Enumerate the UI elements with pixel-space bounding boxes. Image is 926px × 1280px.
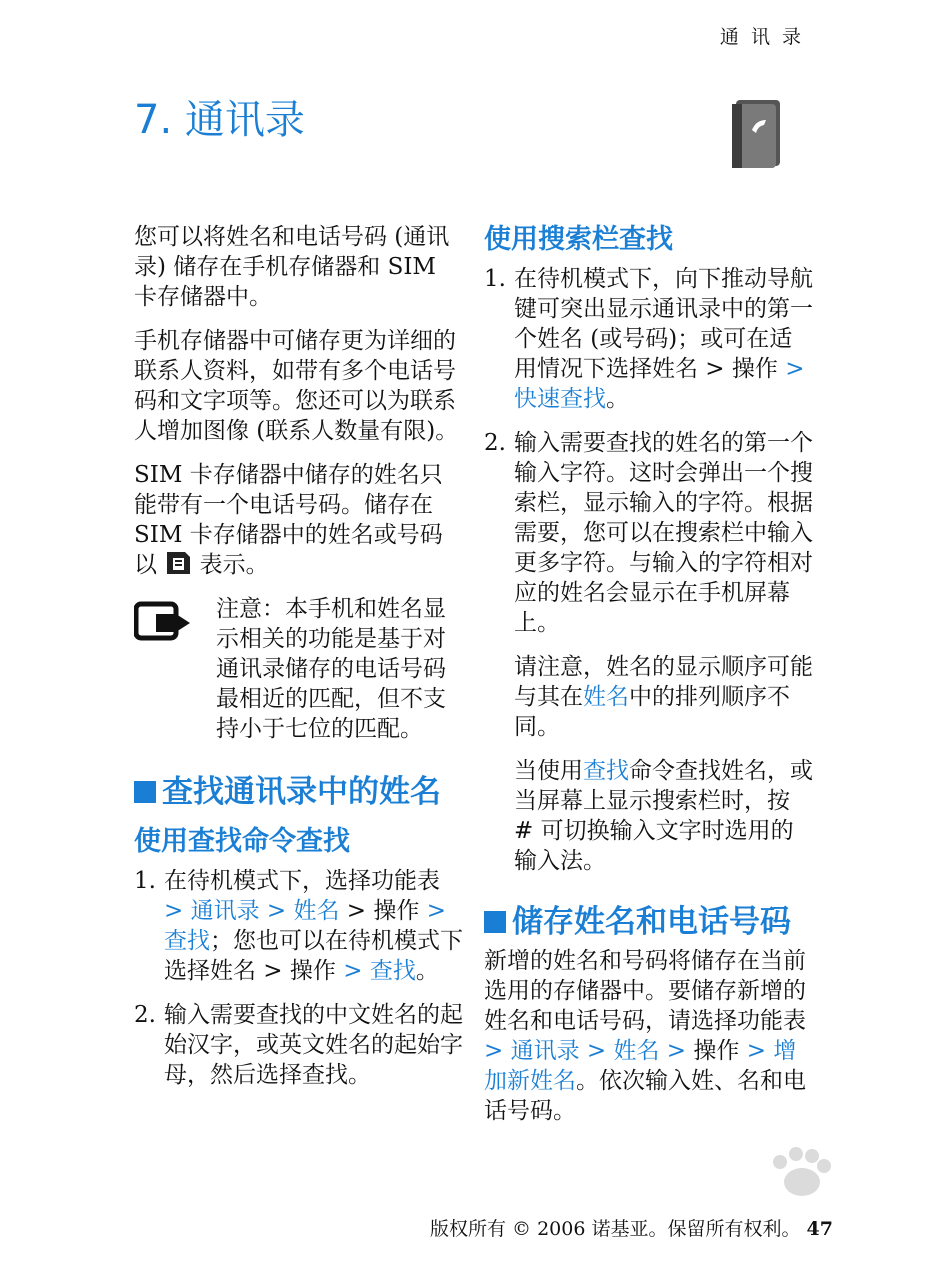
list-item [134,866,464,986]
step-text: 。 [348,1062,371,1088]
menu-label: 功能表 [737,1008,806,1034]
note-text: 本手机和姓名显示相关的功能是基于对通讯录储存的电话号码最相近的匹配，但不支持小于七位的匹配。 [216,596,446,742]
step-text: 输入需要查找的中文姓名的起始汉字，或英文姓名的起始字母，然后选择 [164,1002,463,1088]
step-text: 在待机模式下，向下推动导航键可突出显示通讯录中的第一个姓名 (或号码)；或可在适用情况下选择 [514,266,813,382]
running-header: 通 讯 录 [719,26,804,48]
page-number: 47 [806,1218,833,1240]
list-number: 2. [484,430,506,456]
menu-link: 查找 [583,758,629,784]
separator: > [579,1038,614,1064]
menu-link: 查找 [369,958,416,984]
section-heading-find [134,772,464,812]
separator: > [335,958,370,984]
list-item [134,1000,464,1090]
step-text: 。 [415,958,439,984]
right-column [484,222,814,1140]
body-text: 新增的姓名和号码将储存在当前选用的存储器中。要储存新增的姓名和电话号码，请选择 [484,948,806,1034]
list-number: 1. [134,868,156,894]
menu-link: 姓名 [583,684,629,710]
menu-label: 功能表 [371,868,440,894]
menu-link: 快速查找 [514,386,606,412]
section-title-find: 查找通讯录中的姓名 [162,774,441,810]
copyright-text: 版权所有 © 2006 诺基亚。保留所有权利。 [430,1218,801,1240]
step-text: 中的排列顺序不同。 [514,684,790,740]
step-text: 在待机模式下，选择 [164,868,371,894]
contacts-book-icon [728,98,784,170]
section-title-save: 储存姓名和电话号码 [512,904,791,940]
save-paragraph [484,946,814,1126]
separator: > [698,356,732,382]
list-number: 2. [134,1002,156,1028]
step-text: 请注意，姓名的显示顺序可能与其在 [514,654,813,710]
separator: > [164,898,191,924]
step-text: 输入需要查找的姓名的第一个输入字符。这时会弹出一个搜索栏，显示输入的字符。根据需要，您可以在搜索栏中输入更多字符。与输入的字符相对应的姓名会显示在手机屏幕上。 [514,430,813,636]
menu-link: 查找 [164,928,210,954]
menu-label: 查找 [302,1062,348,1088]
section-square-icon [134,781,156,803]
chapter-title: 7. 通讯录 [134,97,305,143]
separator: > [259,898,294,924]
section-square-icon [484,911,506,933]
separator: > [419,898,446,924]
sub-heading-find-command: 使用查找命令查找 [134,826,350,857]
separator: > [484,1038,511,1064]
step-text: 。 [606,386,629,412]
sim-card-icon [164,550,192,576]
body-text: 。依次输入姓、名和电话号码。 [484,1068,806,1124]
step-text: 当使用 [514,758,583,784]
separator: > [256,958,290,984]
step-paragraph [514,652,814,742]
intro-3-text-b: 表示。 [192,552,269,578]
step-paragraph [514,756,814,876]
list-item [484,264,814,414]
note-block [134,594,464,744]
separator: > [777,356,805,382]
menu-label: 操作 [731,356,778,382]
sub-heading-search-bar: 使用搜索栏查找 [484,224,673,255]
menu-link: 通讯录 [190,898,260,924]
menu-link: 通讯录 [510,1038,580,1064]
intro-paragraph-2: 手机存储器中可储存更为详细的联系人资料，如带有多个电话号码和文字项等。您还可以为联系人增加图像 (联系人数量有限)。 [134,328,459,444]
menu-link: 姓名 [613,1038,660,1064]
menu-link: 姓名 [293,898,340,924]
note-hand-icon [134,600,192,644]
note-label: 注意： [216,596,285,622]
step-text: ；您也可以在待机模式下选择 [164,928,463,984]
separator: > [659,1038,694,1064]
menu-label: 姓名 [210,958,256,984]
separator: > [339,898,374,924]
menu-label: 操作 [693,1038,740,1064]
list-item [484,428,814,876]
intro-paragraph-1: 您可以将姓名和电话号码 (通讯录) 储存在手机存储器和 SIM 卡存储器中。 [134,224,450,310]
intro-paragraph-3 [134,460,464,580]
step-text: 命令查找姓名，或当屏幕上显示搜索栏时，按 # 可切换输入文字时选用的输入法。 [514,758,813,874]
left-column [134,222,464,1104]
intro-3-text-a: SIM 卡存储器中储存的姓名只能带有一个电话号码。储存在 SIM 卡存储器中的姓名或号码以 [134,462,443,578]
menu-label: 操作 [373,898,420,924]
separator: > [739,1038,774,1064]
page-footer [430,1214,833,1241]
watermark-logo [660,1142,870,1222]
menu-link: 增加新姓名 [484,1038,797,1094]
menu-label: 操作 [289,958,336,984]
section-heading-save [484,902,814,942]
list-number: 1. [484,266,506,292]
menu-label: 姓名 [652,356,698,382]
